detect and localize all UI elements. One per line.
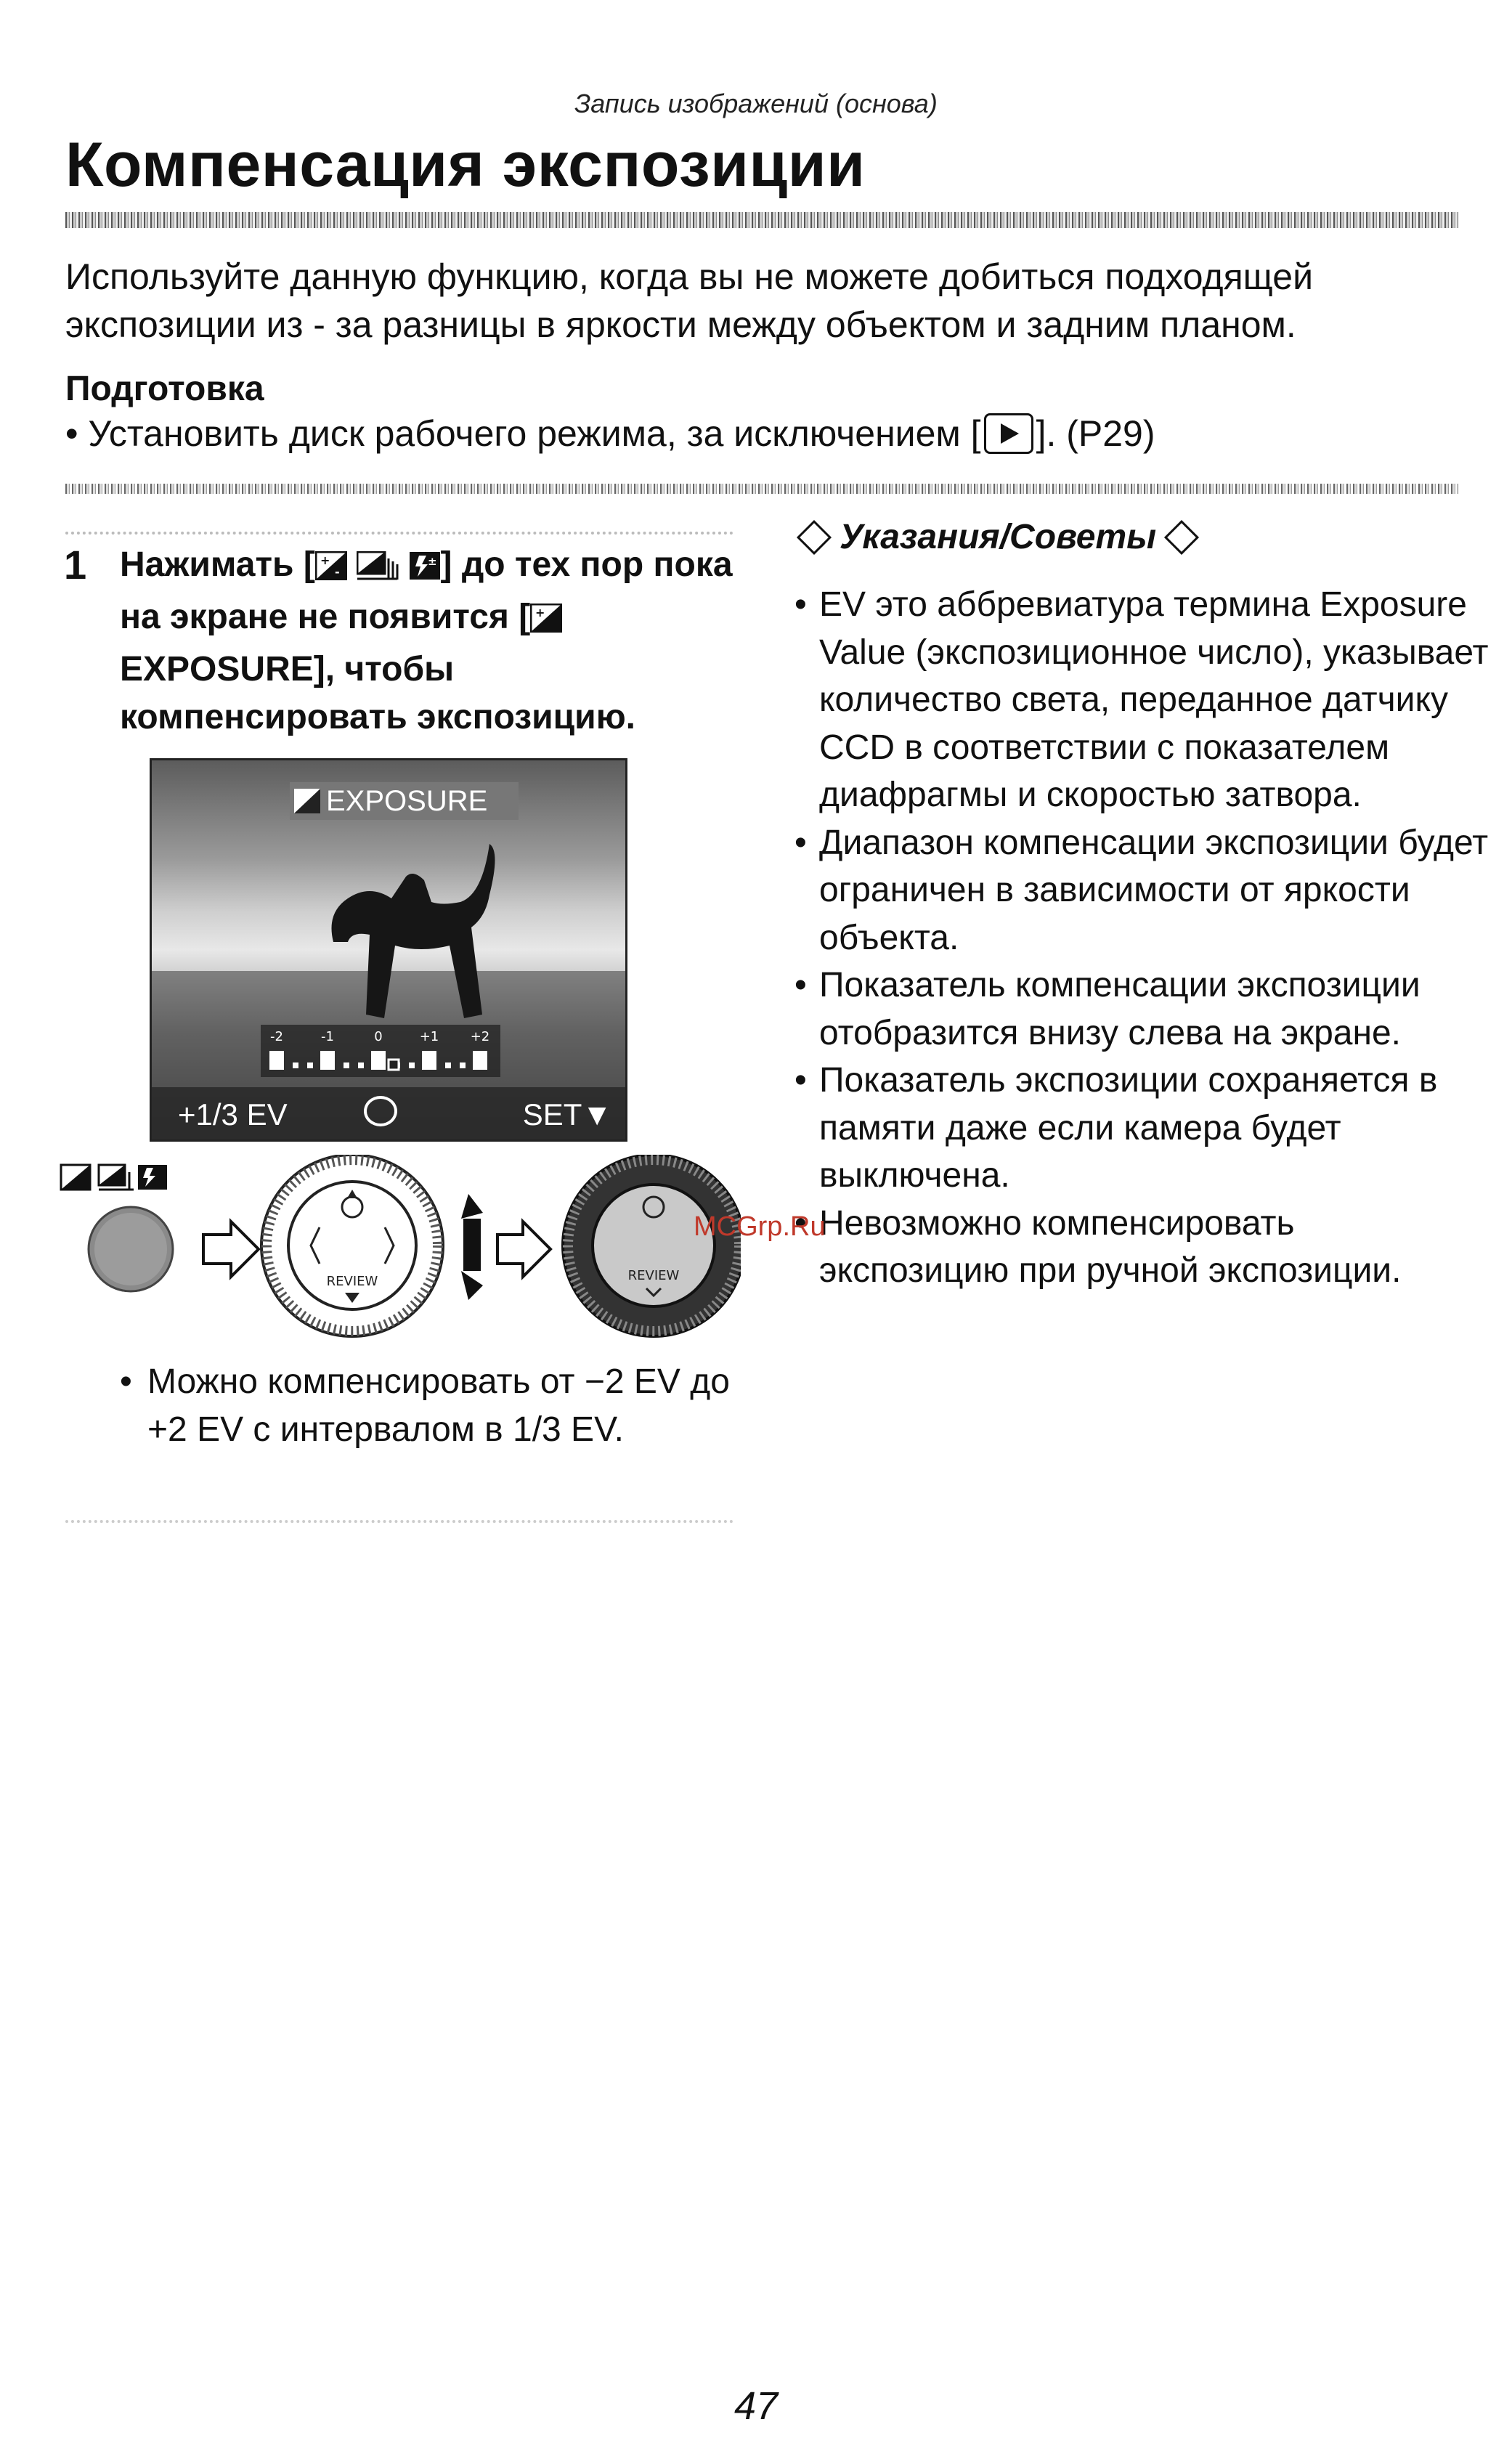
tip-item: • Невозможно компенсировать экспозицию при ручной экспозиции. bbox=[792, 1200, 1489, 1295]
scale-tick-label: -2 bbox=[270, 1029, 283, 1044]
step-1-text bbox=[120, 541, 744, 741]
svg-text:+: + bbox=[320, 553, 330, 567]
arrow-right-icon-2 bbox=[497, 1222, 550, 1277]
preparation-text-before: • Установить диск рабочего режима, за исключением [ bbox=[65, 413, 981, 454]
preparation-item bbox=[65, 413, 1155, 455]
page-number: 47 bbox=[733, 2384, 779, 2428]
exposure-scale bbox=[261, 1025, 500, 1077]
auto-bracket-icon-diagram bbox=[99, 1165, 134, 1190]
auto-bracket-icon bbox=[357, 545, 399, 593]
review-label-2: REVIEW bbox=[627, 1268, 680, 1283]
cursor-dial-icon bbox=[261, 1155, 443, 1336]
svg-text:±: ± bbox=[427, 555, 437, 568]
tip-item: • EV это аббревиатура термина Exposure Value (экспозиционное число), указывает количество света, переданное датчику CCD в соответствии с показателем диафрагмы и скоростью затвора. bbox=[792, 581, 1489, 819]
tips-heading bbox=[792, 517, 1204, 557]
scale-tick-label: -1 bbox=[321, 1029, 334, 1044]
cursor-dial-pressed-icon bbox=[563, 1155, 741, 1336]
diamond-icon bbox=[797, 519, 832, 554]
tip-item: • Показатель компенсации экспозиции отобразится внизу слева на экране. bbox=[792, 962, 1489, 1057]
preparation-text-after: ]. (P29) bbox=[1036, 413, 1155, 454]
set-label: SET▼ bbox=[522, 1097, 612, 1131]
scale-tick-label: 0 bbox=[374, 1029, 383, 1044]
title-rule bbox=[65, 212, 1458, 228]
svg-text:+: + bbox=[535, 606, 545, 619]
exposure-comp-icon bbox=[315, 545, 347, 593]
diamond-icon-2 bbox=[1164, 519, 1199, 554]
button-dial-diagram bbox=[58, 1155, 741, 1351]
step-text-part-3: EXPOSURE], чтобы компенсировать экспозицию. bbox=[120, 650, 636, 736]
tip-item: • Показатель экспозиции сохраняется в памяти даже если камера будет выключена. bbox=[792, 1057, 1489, 1200]
exposure-comp-icon-diagram bbox=[61, 1165, 90, 1190]
preparation-heading: Подготовка bbox=[65, 370, 264, 408]
playback-icon bbox=[984, 413, 1033, 454]
range-note-list bbox=[120, 1358, 744, 1453]
tips-heading-text: Указания/Советы bbox=[840, 518, 1157, 556]
flash-comp-icon bbox=[409, 545, 441, 593]
ev-value: +1/3 EV bbox=[178, 1097, 288, 1131]
step-bottom-dotted-line bbox=[65, 1520, 733, 1526]
review-label: REVIEW bbox=[326, 1274, 378, 1289]
page-title: Компенсация экспозиции bbox=[65, 130, 866, 200]
camera-lcd-screen bbox=[150, 758, 627, 1142]
svg-text:-: - bbox=[334, 565, 340, 579]
step-top-dotted-line bbox=[65, 532, 733, 537]
scale-tick-label: +1 bbox=[419, 1029, 439, 1044]
section-divider bbox=[65, 484, 1458, 494]
flash-comp-icon-diagram bbox=[138, 1165, 167, 1190]
exposure-label-text: EXPOSURE bbox=[326, 784, 488, 817]
tips-list bbox=[792, 581, 1489, 1295]
up-down-indicator-icon bbox=[461, 1194, 483, 1300]
shutter-button-icon bbox=[89, 1207, 173, 1291]
arrow-right-icon bbox=[203, 1222, 259, 1277]
step-text-part-1: Нажимать [ bbox=[120, 545, 315, 584]
lcd-info-bar bbox=[152, 1087, 625, 1139]
scale-tick-label: +2 bbox=[470, 1029, 490, 1044]
exposure-comp-icon-2 bbox=[530, 598, 562, 646]
step-text-part-2: ] до тех пор пока на экране не появится [ bbox=[120, 545, 733, 636]
exposure-label bbox=[290, 782, 519, 820]
range-note: • Можно компенсировать от −2 EV до +2 EV с интервалом в 1/3 EV. bbox=[120, 1358, 744, 1453]
rotate-icon bbox=[364, 1096, 397, 1126]
tip-item: • Диапазон компенсации экспозиции будет ограничен в зависимости от яркости объекта. bbox=[792, 819, 1489, 962]
watermark: MCGrp.Ru bbox=[694, 1211, 826, 1242]
exposure-comp-icon-lcd bbox=[294, 789, 320, 813]
intro-paragraph: Используйте данную функцию, когда вы не можете добиться подходящей экспозиции из - за разницы в яркости между объектом и задним планом. bbox=[65, 256, 1313, 345]
step-number: 1 bbox=[64, 542, 87, 588]
section-header: Запись изображений (основа) bbox=[574, 89, 938, 118]
